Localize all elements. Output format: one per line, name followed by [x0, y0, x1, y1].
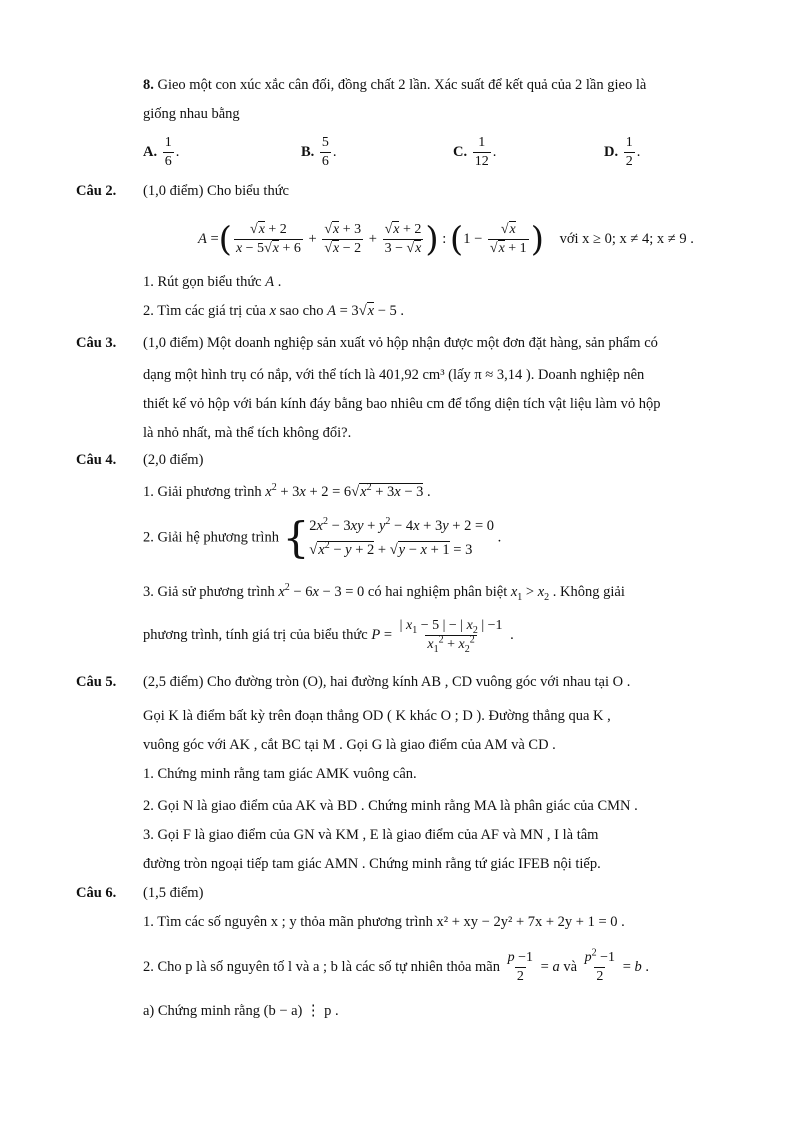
cau6-item2: 2. Cho p là số nguyên tố l và a ; b là các số tự nhiên thỏa mãn $\frac{p -1}{2}$ = a và $\frac{p^2 -1}{2}$ = b . — [143, 947, 649, 985]
cau2-item2: 2. Tìm các giá trị của x sao cho A = 3√x − 5 . — [143, 303, 405, 319]
cau3-line2: dạng một hình trụ có nắp, với thể tích là 401,92 cm³ (lấy π ≈ 3,14 ). Doanh nghiệp nên — [143, 367, 645, 383]
cau4-item1: 1. Giải phương trình $x^2 + 3x + 2 = 6√x^2 + 3x - 3$ . — [143, 482, 431, 500]
q8-option-a: A. $\frac{1}{6}$ . — [143, 135, 180, 169]
cau6-item1: 1. Tìm các số nguyên x ; y thỏa mãn phương trình x² + xy − 2y² + 7x + 2y + 1 = 0 . — [143, 914, 625, 930]
cau4-item3: 3. Giả sử phương trình $x^2 - 6x - 3 = 0$ có hai nghiệm phân biệt $x_1 > x_2$ . Không giải — [143, 582, 625, 603]
cau5-line3: vuông góc với AK , cắt BC tại M . Gọi G là giao điểm của AM và CD . — [143, 737, 556, 753]
q8-text: Gieo một con xúc xắc cân đối, đồng chất 2 lần. Xác suất để kết quả của 2 lần gieo là — [157, 77, 647, 93]
q8-option-c: C. $\frac{1}{12}$ . — [453, 135, 497, 169]
cau5-line1: (2,5 điểm) Cho đường tròn (O), hai đường kính AB , CD vuông góc với nhau tại O . — [143, 674, 631, 690]
cau6-label: Câu 6. — [76, 885, 117, 901]
q8-line2: giống nhau bằng — [143, 106, 240, 122]
cau6-intro: (1,5 điểm) — [143, 885, 204, 901]
cau2-expression: A =( $\frac{√x + 2}{x - 5√x + 6}$ + $\frac{√x + 3}{√x - 2}$ + $\frac{√x + 2}{3 - √x}$ ) : (1 − $\frac{√x}{√x + 1}$ ) với x ≥ 0; x ≠ 4; x ≠ 9 . — [198, 219, 694, 260]
cau5-line6: 3. Gọi F là giao điểm của GN và KM , E là giao điểm của AF và MN , I là tâm — [143, 827, 599, 843]
cau3-label: Câu 3. — [76, 335, 117, 351]
cau4-label: Câu 4. — [76, 452, 117, 468]
cau3-line4: là nhỏ nhất, mà thể tích không đổi?. — [143, 425, 352, 441]
q8-line1 — [143, 76, 646, 94]
q8-option-b: B. $\frac{5}{6}$ . — [301, 135, 337, 169]
cau2-item1: 1. Rút gọn biểu thức A . — [143, 274, 282, 290]
cau3-line1: (1,0 điểm) Một doanh nghiệp sản xuất vỏ hộp nhận được một đơn đặt hàng, sản phẩm có — [143, 335, 658, 351]
cau3-line3: thiết kế vỏ hộp với bán kính đáy bằng bao nhiêu cm để tổng diện tích vật liệu làm vỏ hộp — [143, 396, 661, 412]
cau2-condition: với x ≥ 0; x ≠ 4; x ≠ 9 . — [559, 230, 694, 247]
cau5-line7: đường tròn ngoại tiếp tam giác AMN . Chứng minh rằng tứ giác IFEB nội tiếp. — [143, 856, 601, 872]
cau5-line5: 2. Gọi N là giao điểm của AK và BD . Chứng minh rằng MA là phân giác của CMN . — [143, 798, 638, 814]
cau4-item3-expression: phương trình, tính giá trị của biểu thức P = $\frac{| x_1 - 5 | - | x_2 | -1}{x_1^2 + x_2^2}$ . — [143, 618, 514, 655]
cau4-item2: 2. Giải hệ phương trình { $2x^2 - 3xy + y^2 - 4x + 3y + 2 = 0$ $√x^2 - y + 2 + √y - x + 1 = 3$ . — [143, 513, 502, 562]
q8-number: 8. — [143, 77, 154, 93]
cau5-line4: 1. Chứng minh rằng tam giác AMK vuông cân. — [143, 766, 417, 782]
cau2-label: Câu 2. — [76, 183, 117, 199]
cau2-intro: (1,0 điểm) Cho biểu thức — [143, 183, 289, 199]
cau5-label: Câu 5. — [76, 674, 117, 690]
q8-option-d: D. $\frac{1}{2}$ . — [604, 135, 641, 169]
cau6-item3: a) Chứng minh rằng (b − a) ⋮ p . — [143, 1003, 339, 1019]
cau5-line2: Gọi K là điểm bất kỳ trên đoạn thẳng OD ( K khác O ; D ). Đường thẳng qua K , — [143, 708, 611, 724]
cau4-intro: (2,0 điểm) — [143, 452, 204, 468]
